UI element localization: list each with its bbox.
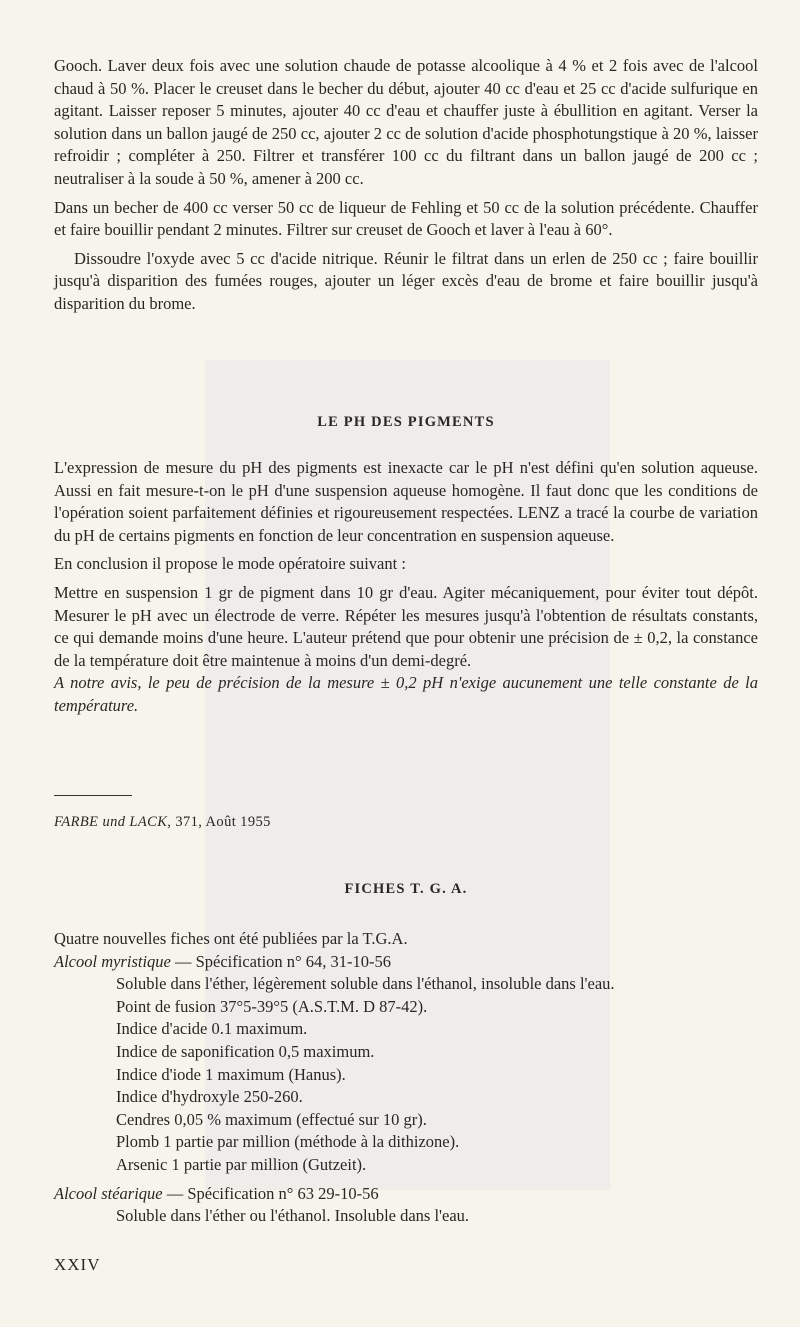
intro-block <box>54 55 758 316</box>
fiche-stearique-spec: — Spécification n° 63 29-10-56 <box>166 1183 379 1203</box>
intro-paragraph-1: Gooch. Laver deux fois avec une solution chaude de potasse alcoolique à 4 % et 2 fois avec de l'alcool chaud à 50 %. Placer le creuset dans le becher du début, ajouter 40 cc d'eau et 25 cc d'acide sulfurique en agitant. Laisser reposer 5 minutes, ajouter 40 cc d'eau et chauffer juste à ébullition en agitant. Verser la solution dans un ballon jaugé de 250 cc, ajouter 2 cc de solution d'acide phosphotungstique à 20 %, laisser refroidir ; compléter à 250. Filtrer et transférer 100 cc du filtrant dans un ballon jaugé de 200 cc ; neutraliser à la soude à 50 %, amener à 200 cc. <box>54 56 758 188</box>
source-divider <box>54 795 132 796</box>
fiche-myristique-properties <box>116 973 758 1176</box>
section-heading-ph: LE PH DES PIGMENTS <box>317 414 495 430</box>
property-line: Point de fusion 37°5-39°5 (A.S.T.M. D 87-42). <box>116 996 428 1016</box>
intro-paragraph-2: Dans un becher de 400 cc verser 50 cc de liqueur de Fehling et 50 cc de la solution précédente. Chauffer et faire bouillir pendant 2 minutes. Filtrer sur creuset de Gooch et laver à l'eau à 60°. <box>54 197 758 240</box>
fiche-myristique-spec: — Spécification n° 64, 31-10-56 <box>174 951 391 971</box>
ph-paragraph-2: En conclusion il propose le mode opératoire suivant : <box>54 554 406 574</box>
section-heading-fiches: FICHES T. G. A. <box>344 881 468 897</box>
fiches-intro: Quatre nouvelles fiches ont été publiées par la T.G.A. <box>54 929 408 948</box>
ph-paragraph-1: L'expression de mesure du pH des pigments est inexacte car le pH n'est défini qu'en solution aqueuse. Aussi en fait mesure-t-on le pH d'une suspension aqueuse homogène. Il faut donc que les conditions de l'opération soient parfaitement définies et rigoureusement respectées. LENZ a tracé la courbe de variation du pH de certains pigments en fonction de leur concentration en suspension aqueuse. <box>54 458 758 545</box>
source-details: 371, Août 1955 <box>175 814 271 830</box>
fiche-stearique-name: Alcool stéarique <box>54 1183 163 1203</box>
property-line: Indice de saponification 0,5 maximum. <box>116 1041 375 1061</box>
property-line: Plomb 1 partie par million (méthode à la dithizone). <box>116 1132 460 1152</box>
property-line: Cendres 0,05 % maximum (effectué sur 10 gr). <box>116 1109 427 1129</box>
ph-author-note: A notre avis, le peu de précision de la mesure ± 0,2 pH n'exige aucunement une telle constante de la température. <box>54 673 758 715</box>
ph-paragraph-3: Mettre en suspension 1 gr de pigment dans 10 gr d'eau. Agiter mécaniquement, pour éviter tout dépôt. Mesurer le pH avec un électrode de verre. Répéter les mesures jusqu'à l'obtention de résultats constants, ce qui demande moins d'une heure. L'auteur prétend que pour obtenir une précision de ± 0,2, la constance de la température doit être maintenue à moins d'un demi-degré. <box>54 582 758 670</box>
property-line: Indice d'iode 1 maximum (Hanus). <box>116 1064 346 1084</box>
page-number: XXIV <box>54 1255 101 1274</box>
property-line: Indice d'hydroxyle 250-260. <box>116 1087 303 1107</box>
property-line: Arsenic 1 partie par million (Gutzeit). <box>116 1154 367 1174</box>
fiches-block <box>54 928 758 1228</box>
property-line: Soluble dans l'éther ou l'éthanol. Insoluble dans l'eau. <box>116 1206 470 1226</box>
intro-paragraph-3: Dissoudre l'oxyde avec 5 cc d'acide nitrique. Réunir le filtrat dans un erlen de 250 cc ; faire bouillir jusqu'à disparition des fumées rouges, ajouter un léger excès d'eau de brome et faire bouillir jusqu'à disparition du brome. <box>54 248 758 313</box>
property-line: Indice d'acide 0.1 maximum. <box>116 1019 308 1039</box>
fiche-myristique-name: Alcool myristique <box>54 951 171 971</box>
source-journal: FARBE und LACK, <box>54 814 172 830</box>
fiche-stearique-title <box>54 1183 758 1206</box>
fiche-myristique-title <box>54 951 758 974</box>
ph-source-citation <box>54 814 271 831</box>
fiche-stearique-properties <box>116 1205 758 1228</box>
property-line: Soluble dans l'éther, légèrement soluble dans l'éthanol, insoluble dans l'eau. <box>116 974 615 994</box>
ph-block <box>54 457 758 718</box>
